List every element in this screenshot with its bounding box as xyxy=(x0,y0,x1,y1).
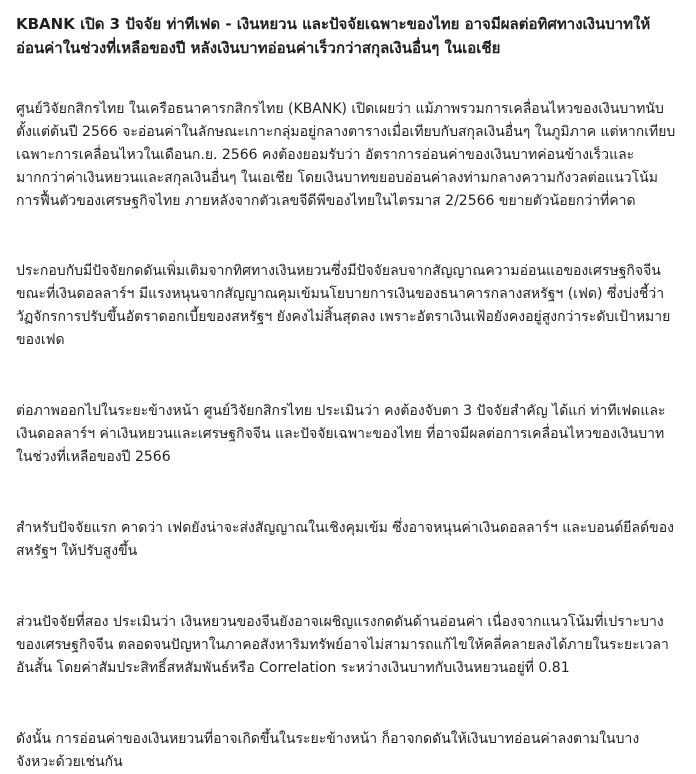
article-paragraph: ส่วนปัจจัยที่สอง ประเมินว่า เงินหยวนของจีนยังอาจเผชิญแรงกดดันด้านอ่อนค่า เนื่องจากแนวโน้มที่เปราะบางของเศรษฐกิจจีน ตลอดจนปัญหาในภาคอสังหาริมทรัพย์อาจไม่สามารถแก้ไขให้คลี่คลายลงได้ภายในระยะเวลาอันสั้น โดยค่าสัมประสิทธิ์สหสัมพันธ์หรือ Correlation ระหว่างเงินบาทกับเงินหยวนอยู่ที่ 0.81 xyxy=(16,614,669,676)
article-paragraph: ศูนย์วิจัยกสิกรไทย ในเครือธนาคารกสิกรไทย (KBANK) เปิดเผยว่า แม้ภาพรวมการเคลื่อนไหวของเงินบาทนับตั้งแต่ต้นปี 2566 จะอ่อนค่าในลักษณะเกาะกลุ่มอยู่กลางตารางเมื่อเทียบกับสกุลเงินอื่นๆ ในภูมิภาค แต่หากเทียบเฉพาะการเคลื่อนไหวในเดือนก.ย. 2566 คงต้องยอมรับว่า อัตราการอ่อนค่าของเงินบาทค่อนข้างเร็วและมากกว่าค่าเงินหยวนและสกุลเงินอื่นๆ ในเอเชีย โดยเงินบาทขยอบอ่อนค่าลงท่ามกลางความกังวลต่อแนวโน้มการฟื้นตัวของเศรษฐกิจไทย ภายหลังจากตัวเลขจีดีพีของไทยในไตรมาส 2/2566 ขยายตัวน้อยกว่าที่คาด xyxy=(16,101,676,209)
article-paragraph: สำหรับปัจจัยแรก คาดว่า เฟดยังน่าจะส่งสัญญาณในเชิงคุมเข้ม ซึ่งอาจหนุนค่าเงินดอลลาร์ฯ และบอนด์ยีลด์ของสหรัฐฯ ให้ปรับสูงขึ้น xyxy=(16,520,674,559)
article-paragraph: ต่อภาพออกไปในระยะข้างหน้า ศูนย์วิจัยกสิกรไทย ประเมินว่า คงต้องจับตา 3 ปัจจัยสำคัญ ได้แก่ ท่าทีเฟดและเงินดอลลาร์ฯ ค่าเงินหยวนและเศรษฐกิจจีน และปัจจัยเฉพาะของไทย ที่อาจมีผลต่อการเคลื่อนไหวของเงินบาทในช่วงที่เหลือของปี 2566 xyxy=(16,403,666,465)
article-headline: KBANK เปิด 3 ปัจจัย ท่าทีเฟด - เงินหยวน และปัจจัยเฉพาะของไทย อาจมีผลต่อทิศทางเงินบาทให้อ่อนค่าในช่วงที่เหลือของปี หลังเงินบาทอ่อนค่าเร็วกว่าสกุลเงินอื่นๆ ในเอเชีย xyxy=(16,15,651,57)
article-paragraph: ประกอบกับมีปัจจัยกดดันเพิ่มเติมจากทิศทางเงินหยวนซึ่งมีปัจจัยลบจากสัญญาณความอ่อนแอของเศรษฐกิจจีน ขณะที่เงินดอลลาร์ฯ มีแรงหนุนจากสัญญาณคุมเข้มนโยบายการเงินของธนาคารกลางสหรัฐฯ (เฟด) ซึ่งบ่งชี้ว่า วัฏจักรการปรับขึ้นอัตราดอกเบี้ยของสหรัฐฯ ยังคงไม่สิ้นสุดลง เพราะอัตราเงินเฟ้อยังคงอยู่สูงกว่าระดับเป้าหมายของเฟด xyxy=(16,263,671,348)
article-paragraph: ดังนั้น การอ่อนค่าของเงินหยวนที่อาจเกิดขึ้นในระยะข้างหน้า ก็อาจกดดันให้เงินบาทอ่อนค่าลงตามในบางจังหวะด้วยเช่นกัน xyxy=(16,731,640,770)
